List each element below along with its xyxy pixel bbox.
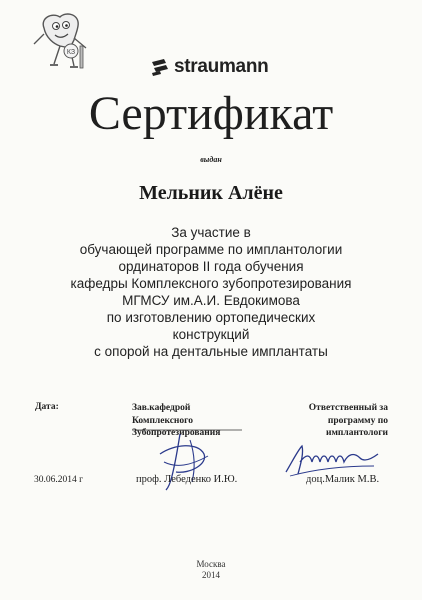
title-line: Комплексного: [132, 415, 193, 426]
body-line: по изготовлению ортопедических: [106, 310, 316, 325]
body-line: конструкций: [172, 327, 250, 342]
issue-year: 2014: [202, 570, 220, 580]
responsible-signatory: доц.Малик М.В.: [306, 474, 380, 485]
title-line: Зубопротезирования: [132, 428, 221, 438]
brand-name: straumann: [174, 56, 269, 77]
brand-logo: [150, 56, 268, 78]
date-value: 30.06.2014 г: [34, 475, 84, 485]
issued-label: выдан: [200, 155, 222, 164]
certificate-body: [20, 224, 402, 360]
title-line: Зав.кафедрой: [132, 403, 191, 413]
title-line: имплантологи: [325, 428, 388, 438]
date-label: Дата:: [35, 402, 59, 412]
straumann-logo-icon: [150, 58, 170, 76]
issue-place-year: [0, 559, 422, 581]
mascot-badge-text: КЗ: [66, 49, 76, 56]
city-name: Москва: [196, 559, 226, 569]
title-line: программу по: [327, 415, 388, 426]
body-line: За участие в: [171, 225, 251, 240]
certificate-title: Сертификат: [88, 87, 334, 140]
head-signatory: проф. Лебеденко И.Ю.: [136, 474, 238, 485]
recipient-name: Мельник Алёне: [139, 182, 283, 204]
body-line: с опорой на дентальные имплантаты: [94, 344, 328, 359]
body-line: МГМСУ им.А.И. Евдокимова: [122, 293, 300, 308]
body-line: обучающей программе по имплантологии: [79, 242, 343, 257]
tooth-mascot-icon: [30, 8, 92, 78]
program-responsible-title: [309, 402, 388, 440]
body-line: ординаторов II года обучения: [118, 259, 304, 274]
body-line: кафедры Комплексного зубопротезирования: [70, 276, 352, 291]
title-line: Ответственный за: [308, 403, 388, 413]
